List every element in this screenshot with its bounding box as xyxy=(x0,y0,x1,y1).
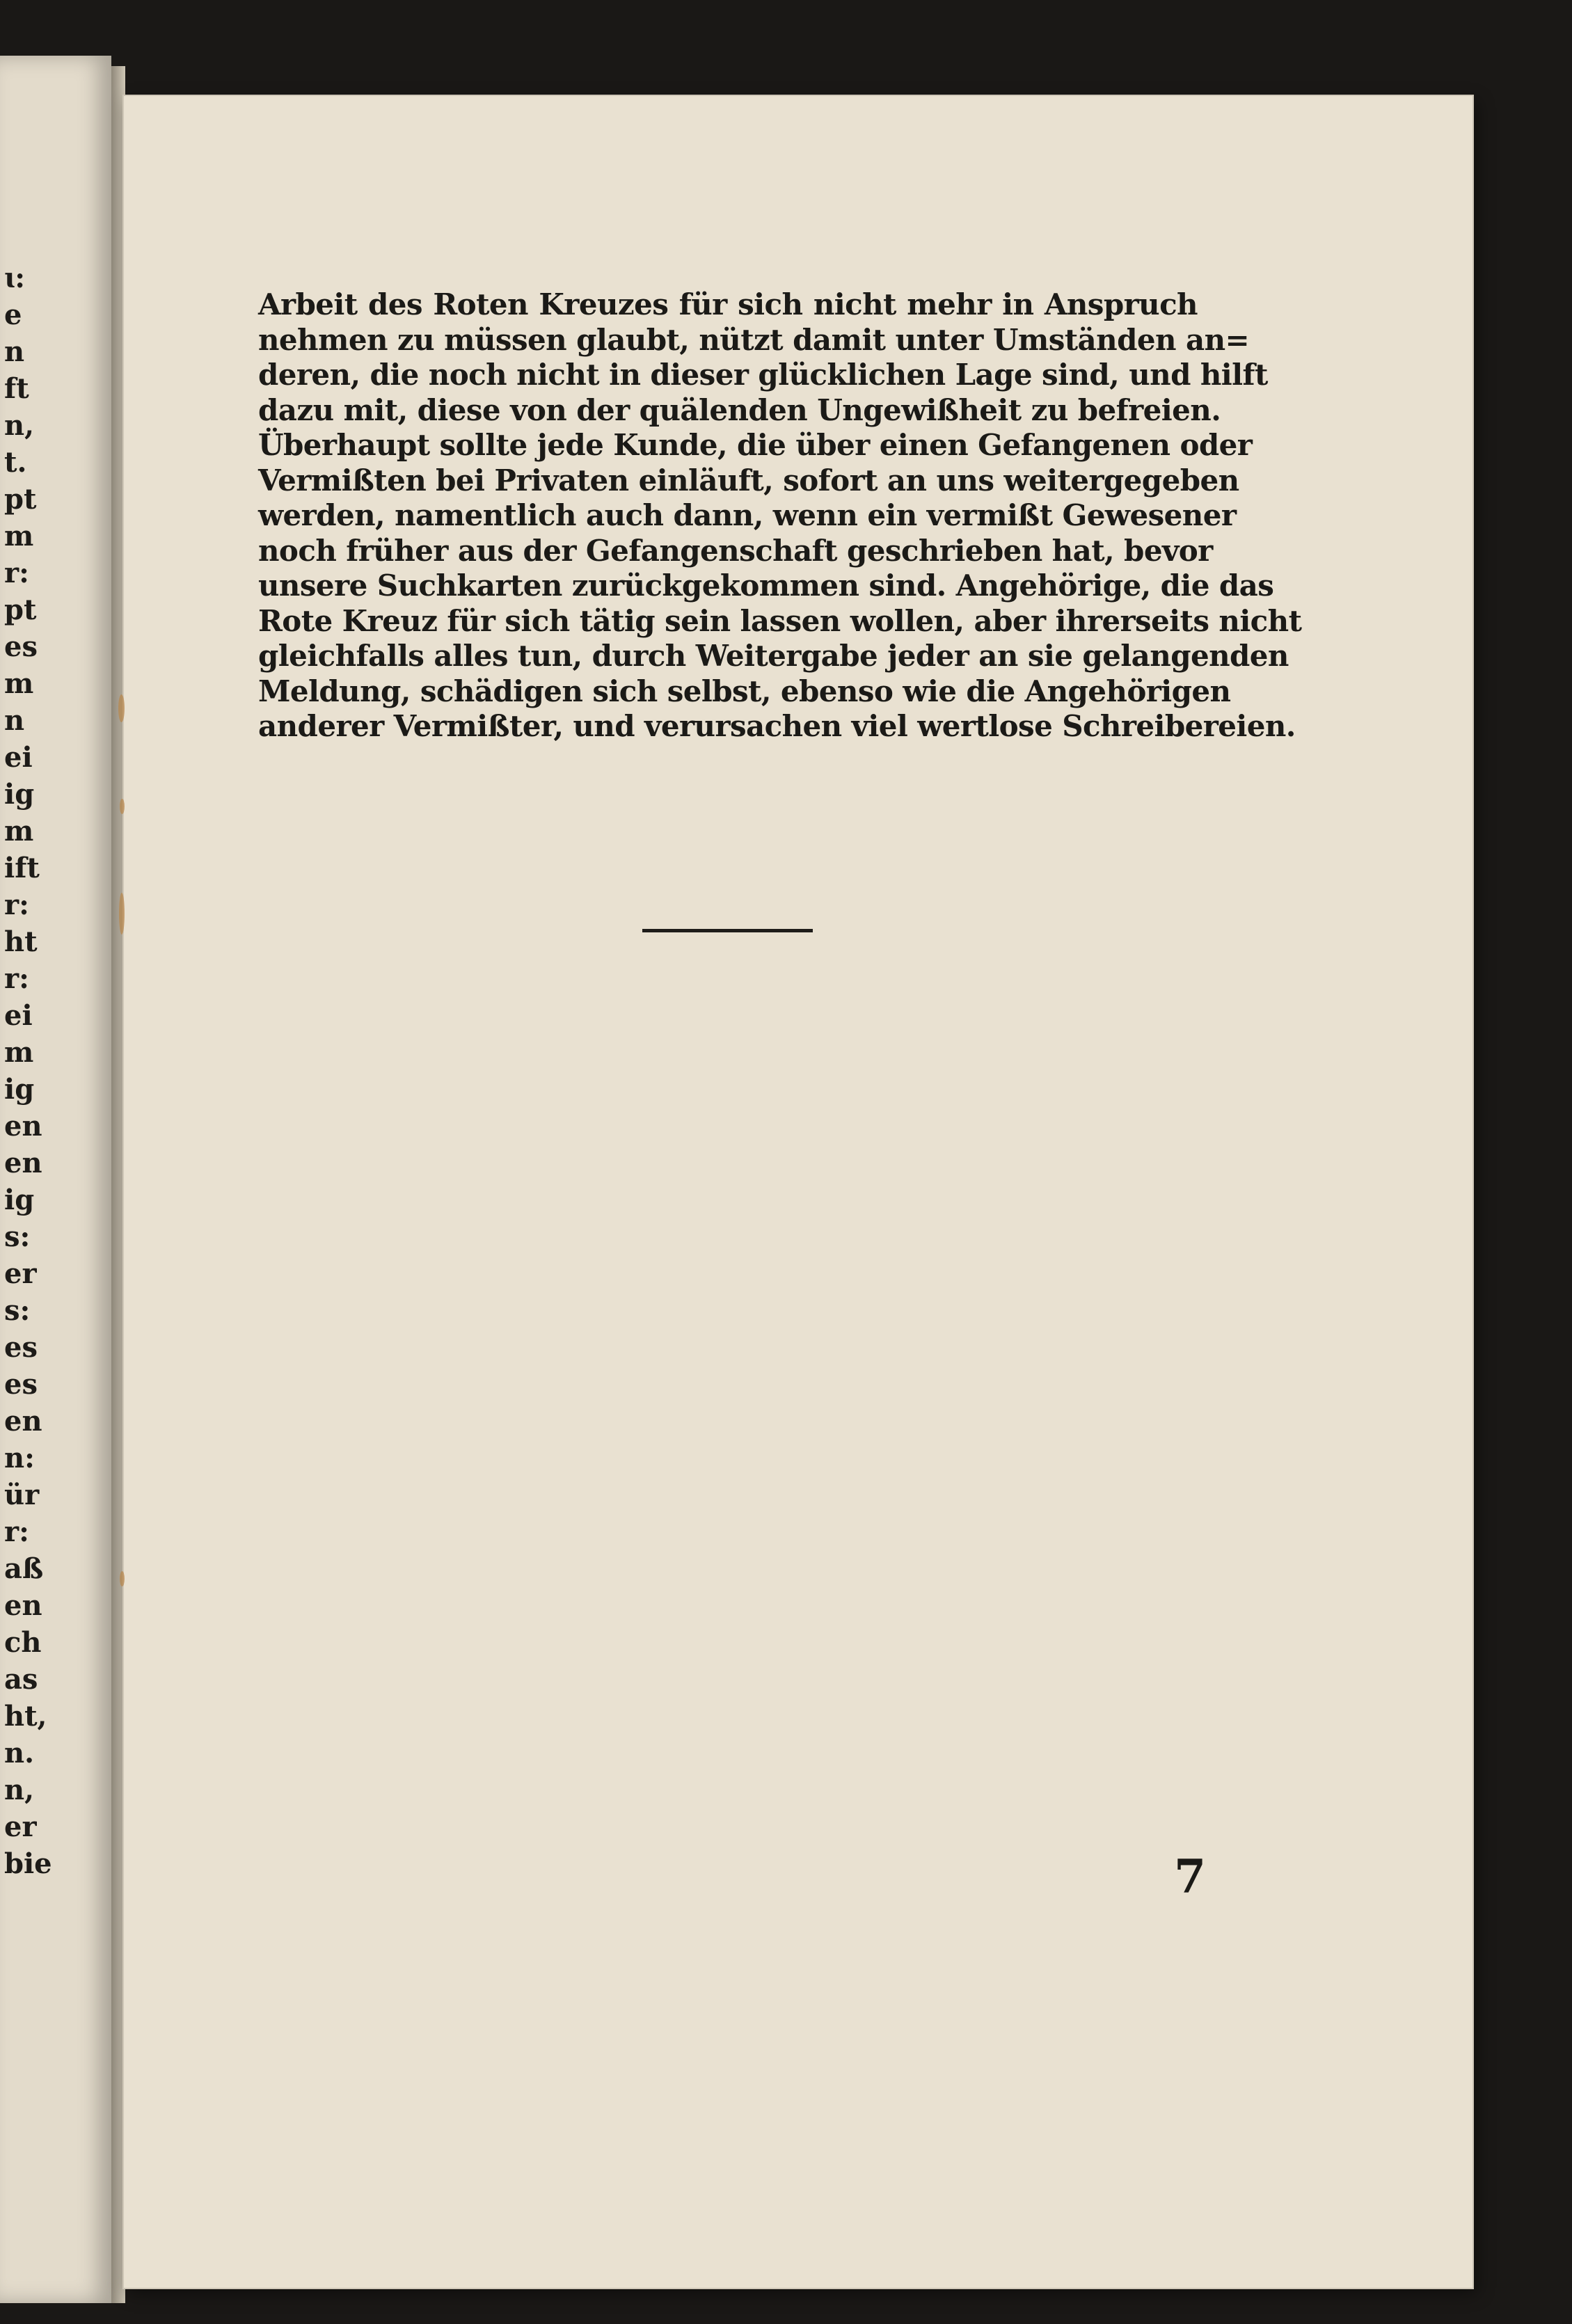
foxing-spot xyxy=(119,893,125,934)
facing-page-line-fragment: n. xyxy=(4,1737,35,1769)
text-line: Rote Kreuz für sich tätig sein lassen wollen, aber ihrerseits nicht xyxy=(258,603,1302,638)
facing-page-line-fragment: ig xyxy=(4,1184,35,1216)
facing-page-line-fragment: ei xyxy=(4,741,33,774)
text-line: Vermißten bei Privaten einläuft, sofort an uns weitergegeben xyxy=(258,463,1239,498)
facing-page-line-fragment: r: xyxy=(4,889,29,921)
foxing-spot xyxy=(118,694,125,722)
facing-page-line-fragment: es xyxy=(4,630,38,663)
facing-page-line-fragment: en xyxy=(4,1110,42,1143)
foxing-spot xyxy=(120,1571,125,1586)
facing-page-line-fragment: e xyxy=(4,299,22,331)
facing-page-line-fragment: r: xyxy=(4,1515,29,1548)
text-line: gleichfalls alles tun, durch Weitergabe jeder an sie gelangenden xyxy=(258,639,1289,673)
facing-page-line-fragment: es xyxy=(4,1331,38,1364)
facing-page-line-fragment: ei xyxy=(4,999,33,1032)
foxing-spot xyxy=(120,799,125,814)
facing-page-line-fragment: bie xyxy=(4,1847,52,1880)
facing-page-line-fragment: ür xyxy=(4,1479,40,1511)
text-line: dazu mit, diese von der quälenden Ungewißheit zu befreien. xyxy=(258,392,1221,427)
text-line: deren, die noch nicht in dieser glücklichen Lage sind, und hilft xyxy=(258,358,1268,392)
body-paragraph xyxy=(258,287,1302,745)
facing-page-line-fragment: n, xyxy=(4,409,35,442)
facing-page-line-fragment: n xyxy=(4,335,25,368)
text-line: noch früher aus der Gefangenschaft geschrieben hat, bevor xyxy=(258,533,1213,568)
facing-page-line-fragment: aß xyxy=(4,1552,44,1585)
text-line: nehmen zu müssen glaubt, nützt damit unter Umständen an= xyxy=(258,322,1250,357)
facing-page-fragment xyxy=(0,56,111,2303)
facing-page-line-fragment: s: xyxy=(4,1294,31,1327)
text-line last-line: anderer Vermißter, und verursachen viel wertlose Schreibereien. xyxy=(258,709,1296,743)
facing-page-line-fragment: en xyxy=(4,1147,42,1179)
facing-page-line-fragment: ɩ: xyxy=(4,262,25,294)
page-number: 7 xyxy=(1174,1849,1206,1904)
facing-page-line-fragment: n: xyxy=(4,1442,35,1474)
facing-page-line-fragment: r: xyxy=(4,962,29,995)
book-gutter xyxy=(111,66,125,2303)
facing-page-line-fragment: as xyxy=(4,1663,38,1696)
facing-page-line-fragment: es xyxy=(4,1368,38,1401)
facing-page-line-fragment: r: xyxy=(4,557,29,589)
facing-page-line-fragment: pt xyxy=(4,594,37,626)
facing-page-line-fragment: m xyxy=(4,667,34,700)
text-line: Überhaupt sollte jede Kunde, die über einen Gefangenen oder xyxy=(258,428,1253,462)
facing-page-line-fragment: en xyxy=(4,1589,42,1622)
facing-page-line-fragment: ch xyxy=(4,1626,42,1659)
facing-page-line-fragment: ht, xyxy=(4,1700,47,1733)
facing-page-line-fragment: ft xyxy=(4,372,29,405)
facing-page-line-fragment: s: xyxy=(4,1220,31,1253)
facing-page-line-fragment: m xyxy=(4,520,34,552)
facing-page-line-fragment: m xyxy=(4,815,34,847)
facing-page-line-fragment: pt xyxy=(4,483,37,516)
facing-page-line-fragment: er xyxy=(4,1810,37,1843)
facing-page-line-fragment: er xyxy=(4,1257,37,1290)
facing-page-line-fragment: n, xyxy=(4,1774,35,1806)
facing-page-line-fragment: en xyxy=(4,1405,42,1438)
facing-page-line-fragment: t. xyxy=(4,446,27,479)
book-page xyxy=(124,96,1472,2288)
section-divider-rule xyxy=(642,929,813,932)
facing-page-line-fragment: n xyxy=(4,704,25,737)
text-line: Arbeit des Roten Kreuzes für sich nicht mehr in Anspruch xyxy=(258,287,1198,321)
facing-page-line-fragment: ift xyxy=(4,852,40,884)
facing-page-line-fragment: ig xyxy=(4,1073,35,1106)
facing-page-line-fragment: ig xyxy=(4,778,35,811)
text-line: Meldung, schädigen sich selbst, ebenso wie die Angehörigen xyxy=(258,674,1231,708)
text-line: werden, namentlich auch dann, wenn ein vermißt Gewesener xyxy=(258,498,1237,532)
text-line: unsere Suchkarten zurückgekommen sind. Angehörige, die das xyxy=(258,568,1274,603)
facing-page-line-fragment: ht xyxy=(4,925,38,958)
facing-page-line-fragment: m xyxy=(4,1036,34,1069)
